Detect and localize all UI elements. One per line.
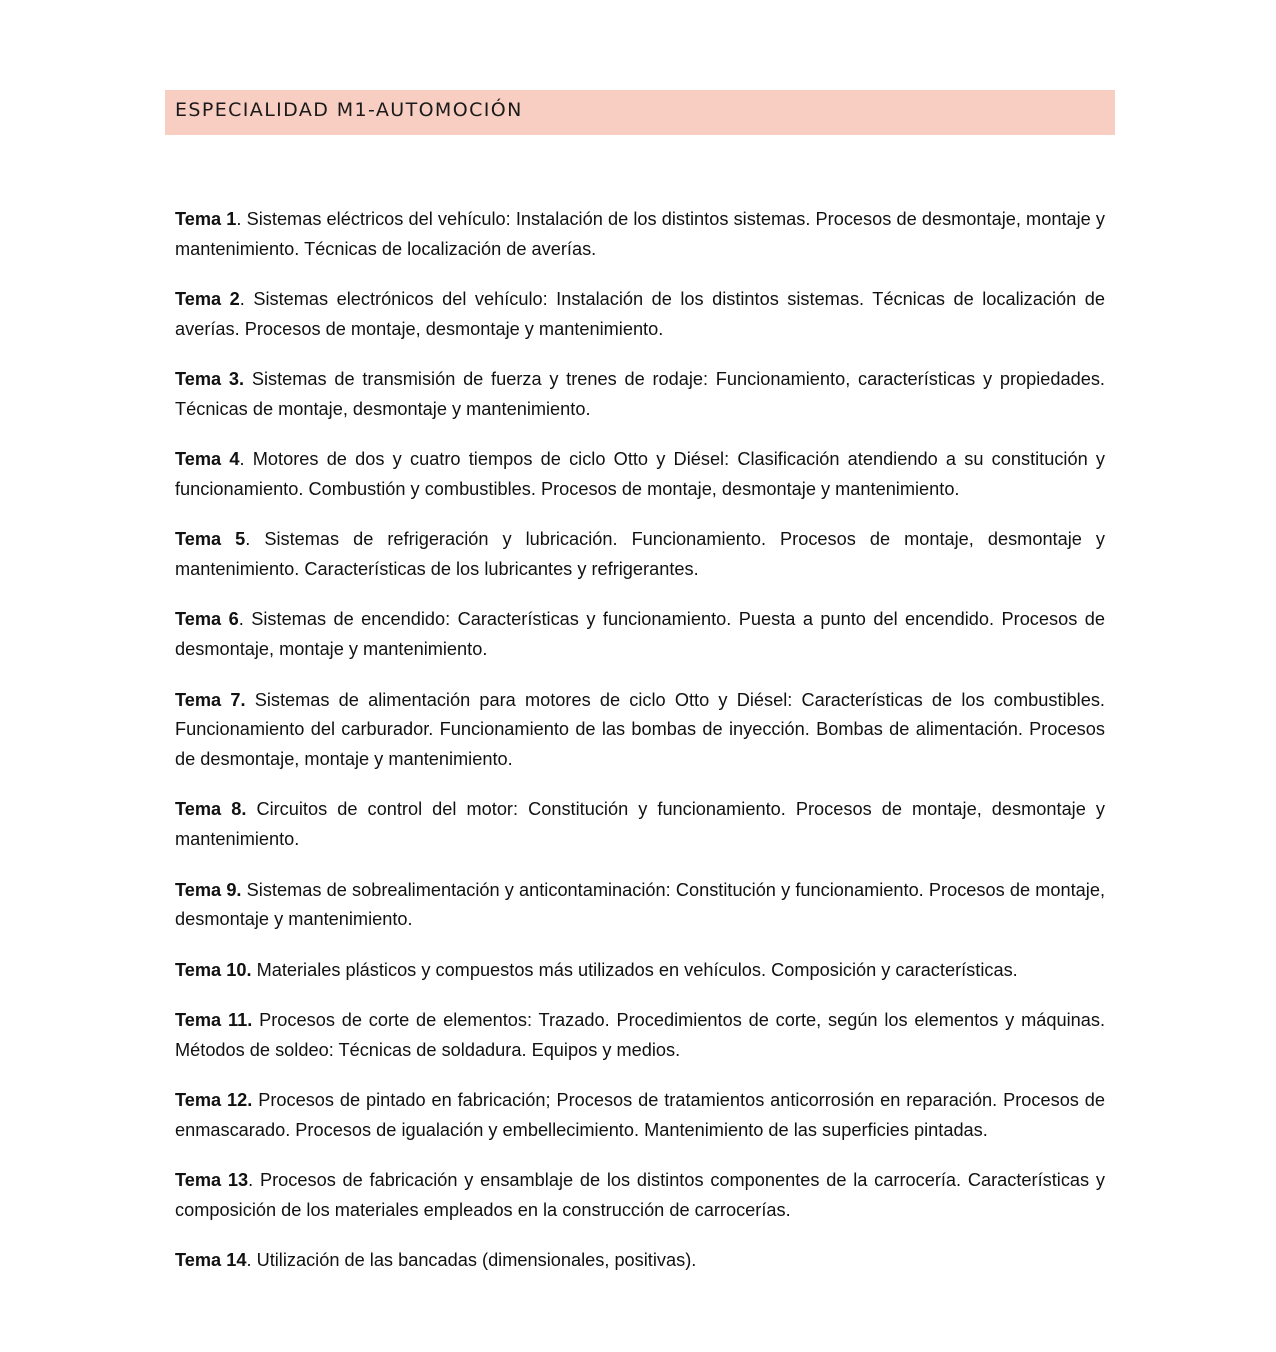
topic-item [175, 365, 1105, 425]
topic-text: Sistemas electrónicos del vehículo: Instalación de los distintos sistemas. Técnicas de localización de averías. Procesos de montaje, desmontaje y mantenimiento. [175, 289, 1105, 339]
topic-item [175, 605, 1105, 665]
topic-item [175, 1006, 1105, 1066]
topic-text: Procesos de fabricación y ensamblaje de los distintos componentes de la carrocería. Características y composición de los materiales empleados en la construcción de carrocerías. [175, 1170, 1105, 1220]
topic-text: Sistemas de refrigeración y lubricación. Funcionamiento. Procesos de montaje, desmontaje y mantenimiento. Características de los lubricantes y refrigerantes. [175, 529, 1105, 580]
topic-label: Tema 1 [175, 209, 237, 229]
section-title: ESPECIALIDAD M1-AUTOMOCIÓN [175, 99, 523, 121]
topic-text: Sistemas de encendido: Características y funcionamiento. Puesta a punto del encendido. Procesos de desmontaje, montaje y mantenimiento. [175, 609, 1105, 660]
topic-item [175, 445, 1105, 505]
topic-item [175, 956, 1105, 986]
topic-text: Materiales plásticos y compuestos más utilizados en vehículos. Composición y características. [256, 959, 1018, 980]
topic-label: Tema 10. [175, 959, 252, 980]
topic-item [175, 686, 1105, 775]
topic-separator [246, 690, 255, 710]
topic-text: Motores de dos y cuatro tiempos de ciclo Otto y Diésel: Clasificación atendiendo a su constitución y funcionamiento. Combustión y combustibles. Procesos de montaje, desmontaje y mantenimiento. [175, 449, 1105, 500]
topic-item [175, 205, 1105, 265]
topic-separator: . [246, 1250, 257, 1271]
topic-separator: . [238, 609, 252, 630]
topic-text: Utilización de las bancadas (dimensionales, positivas). [256, 1250, 697, 1271]
topic-separator [244, 369, 252, 389]
section-header [165, 90, 1115, 135]
topic-item [175, 1086, 1105, 1146]
topic-label: Tema 4 [175, 449, 240, 470]
topic-label: Tema 7. [175, 689, 246, 710]
topic-label: Tema 14 [175, 1250, 247, 1271]
topic-item [175, 795, 1105, 855]
topic-separator: . [248, 1170, 260, 1191]
topic-label: Tema 13 [175, 1170, 249, 1191]
topic-text: Procesos de corte de elementos: Trazado. Procedimientos de corte, según los elementos y máquinas. Métodos de soldeo: Técnicas de soldadura. Equipos y medios. [175, 1009, 1105, 1060]
topic-separator: . [239, 449, 253, 470]
topic-list [175, 205, 1105, 1297]
topic-text: Circuitos de control del motor: Constitución y funcionamiento. Procesos de montaje, desmontaje y mantenimiento. [175, 799, 1105, 850]
topic-label: Tema 5 [175, 529, 246, 550]
topic-label: Tema 11. [175, 1009, 253, 1030]
topic-label: Tema 2 [175, 289, 240, 310]
topic-separator: . [236, 209, 247, 229]
topic-text: Procesos de pintado en fabricación; Procesos de tratamientos anticorrosión en reparación. Procesos de enmascarado. Procesos de igualación y embellecimiento. Mantenimiento de las superficies pintadas. [175, 1090, 1105, 1140]
topic-separator [246, 799, 256, 819]
topic-item [175, 876, 1105, 936]
topic-item [175, 1246, 1105, 1276]
topic-label: Tema 9. [175, 879, 242, 900]
topic-label: Tema 3. [175, 369, 245, 390]
topic-separator: . [245, 529, 265, 550]
topic-text: Sistemas de transmisión de fuerza y trenes de rodaje: Funcionamiento, características y propiedades. Técnicas de montaje, desmontaje y mantenimiento. [175, 369, 1105, 419]
topic-label: Tema 8. [175, 799, 247, 820]
topic-item [175, 1166, 1105, 1226]
topic-text: Sistemas eléctricos del vehículo: Instalación de los distintos sistemas. Procesos de desmontaje, montaje y mantenimiento. Técnicas de localización de averías. [175, 209, 1105, 259]
topic-label: Tema 12. [175, 1090, 253, 1111]
topic-text: Sistemas de sobrealimentación y anticontaminación: Constitución y funcionamiento. Procesos de montaje, desmontaje y mantenimiento. [175, 879, 1106, 930]
topic-label: Tema 6 [175, 609, 239, 630]
topic-item [175, 525, 1105, 585]
topic-item [175, 285, 1105, 345]
topic-separator: . [239, 289, 254, 310]
topic-text: Sistemas de alimentación para motores de ciclo Otto y Diésel: Características de los combustibles. Funcionamiento del carburador. Funcionamiento de las bombas de inyección. Bombas de alimentación. Procesos de desmontaje, montaje y mantenimiento. [175, 689, 1105, 770]
